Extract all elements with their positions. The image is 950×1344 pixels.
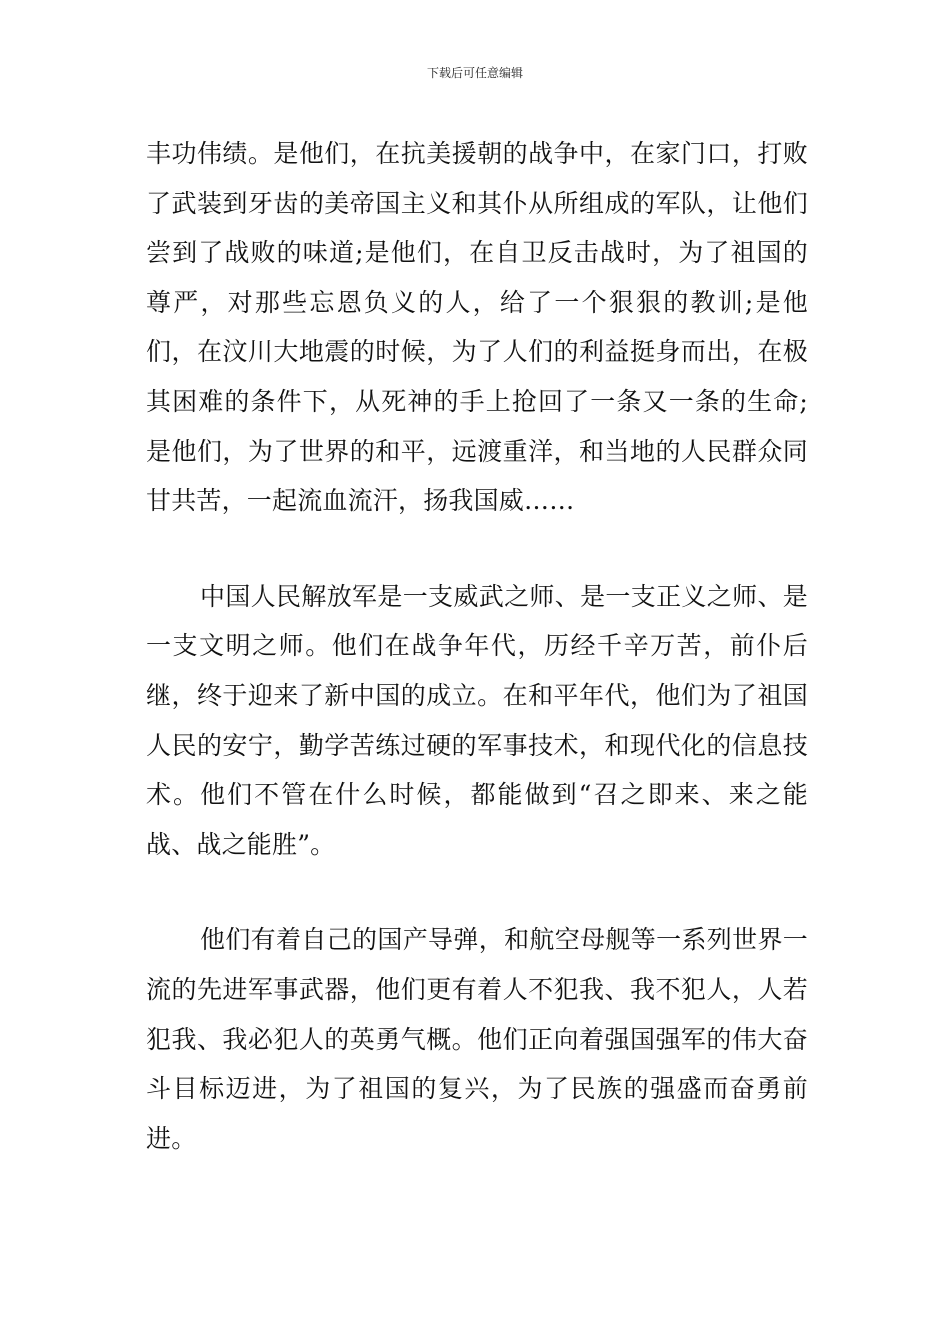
document-body: [146, 129, 808, 1163]
paragraph-2: 中国人民解放军是一支威武之师、是一支正义之师、是一支文明之师。他们在战争年代，历经千辛万苦，前仆后继，终于迎来了新中国的成立。在和平年代，他们为了祖国人民的安宁，勤学苦练过硬的军事技术，和现代化的信息技术。他们不管在什么时候，都能做到“召之即来、来之能战、战之能胜”。: [146, 581, 808, 859]
page-header-note: 下载后可任意编辑: [426, 66, 523, 80]
paragraph-spacer: [146, 869, 808, 915]
paragraph-1: 丰功伟绩。是他们，在抗美援朝的战争中，在家门口，打败了武装到牙齿的美帝国主义和其仆从所组成的军队，让他们尝到了战败的味道;是他们，在自卫反击战时，为了祖国的尊严，对那些忘恩负义的人，给了一个狠狠的教训;是他们，在汶川大地震的时候，为了人们的利益挺身而出，在极其困难的条件下，从死神的手上抢回了一条又一条的生命;是他们，为了世界的和平，远渡重洋，和当地的人民群众同甘共苦，一起流血流汗，扬我国威……: [146, 139, 808, 516]
paragraph-spacer: [146, 526, 808, 572]
paragraph-3: 他们有着自己的国产导弹，和航空母舰等一系列世界一流的先进军事武器，他们更有着人不犯我、我不犯人，人若犯我、我必犯人的英勇气概。他们正向着强国强军的伟大奋斗目标迈进，为了祖国的复兴，为了民族的强盛而奋勇前进。: [146, 925, 808, 1153]
